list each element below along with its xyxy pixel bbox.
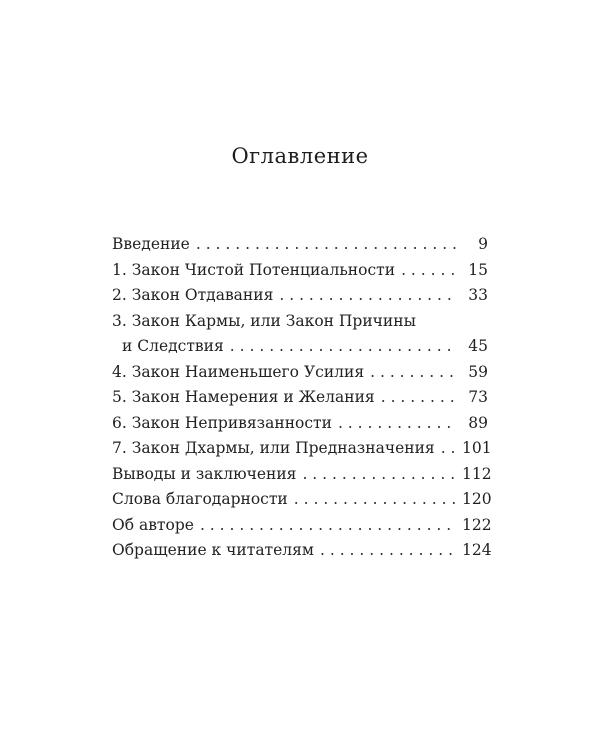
dot-leader	[302, 462, 456, 488]
toc-entry-page-number: 45	[468, 337, 488, 355]
toc-entry-introduction[interactable]	[112, 232, 488, 258]
toc-entry-label: Выводы и заключения	[112, 464, 297, 483]
toc-entry-law-3[interactable]	[112, 309, 488, 360]
toc-entry-law-2[interactable]	[112, 283, 488, 309]
toc-entry-law-1[interactable]	[112, 258, 488, 284]
toc-entry-law-4[interactable]	[112, 360, 488, 386]
toc-entry-label: 2. Закон Отдавания	[112, 286, 274, 304]
toc-entry-label: 4. Закон Наименьшего Усилия	[112, 362, 365, 381]
toc-entry-page-number: 15	[468, 260, 488, 279]
toc-entry-label: 1. Закон Чистой Потенциальности	[112, 260, 396, 279]
toc-entry-page-number: 89	[468, 413, 488, 432]
dot-leader	[200, 513, 456, 539]
dot-leader	[320, 538, 456, 564]
toc-entry-page-number: 101	[462, 439, 492, 457]
toc-entry-label-line-2: и Следствия	[122, 337, 224, 355]
toc-entry-label: Обращение к читателям	[112, 541, 314, 559]
dot-leader	[294, 487, 456, 513]
page-title: Оглавление	[231, 144, 369, 168]
toc-entry-page-number: 122	[462, 515, 492, 534]
dot-leader	[401, 258, 456, 284]
toc-entry-label: Введение	[112, 235, 190, 253]
toc-entry-page-number: 9	[478, 235, 488, 253]
toc-entry-label: 6. Закон Непривязанности	[112, 413, 332, 432]
dot-leader	[381, 385, 456, 411]
toc-entry-page-number: 124	[462, 541, 492, 559]
toc-entry-law-6[interactable]	[112, 411, 488, 437]
toc-entry-label: Слова благодарности	[112, 490, 288, 508]
dot-leader	[370, 360, 456, 386]
toc-entry-law-5[interactable]	[112, 385, 488, 411]
toc-entry-label: 5. Закон Намерения и Желания	[112, 388, 375, 406]
toc-entry-acknowledgements[interactable]	[112, 487, 492, 513]
toc-entry-label-line-1: 3. Закон Кармы, или Закон Причины	[112, 311, 416, 330]
toc-entry-page-number: 120	[462, 490, 492, 508]
toc-entry-conclusions[interactable]	[112, 462, 492, 488]
toc-entry-law-7[interactable]	[112, 436, 492, 462]
dot-leader	[279, 283, 456, 309]
toc-entry-page-number: 73	[468, 388, 488, 406]
dot-leader	[196, 232, 456, 258]
dot-leader	[230, 334, 456, 360]
toc-entry-address-to-readers[interactable]	[112, 538, 492, 564]
toc-entry-page-number: 112	[462, 464, 492, 483]
toc-entry-about-author[interactable]	[112, 513, 492, 539]
toc-entry-label: Об авторе	[112, 515, 194, 534]
toc-entry-label-line-2-row	[112, 334, 488, 360]
toc-entry-page-number: 33	[468, 286, 488, 304]
toc-entry-page-number: 59	[468, 362, 488, 381]
dot-leader	[441, 436, 456, 462]
table-of-contents	[112, 232, 492, 564]
dot-leader	[338, 411, 456, 437]
toc-entry-label: 7. Закон Дхармы, или Предназначения	[112, 439, 435, 457]
